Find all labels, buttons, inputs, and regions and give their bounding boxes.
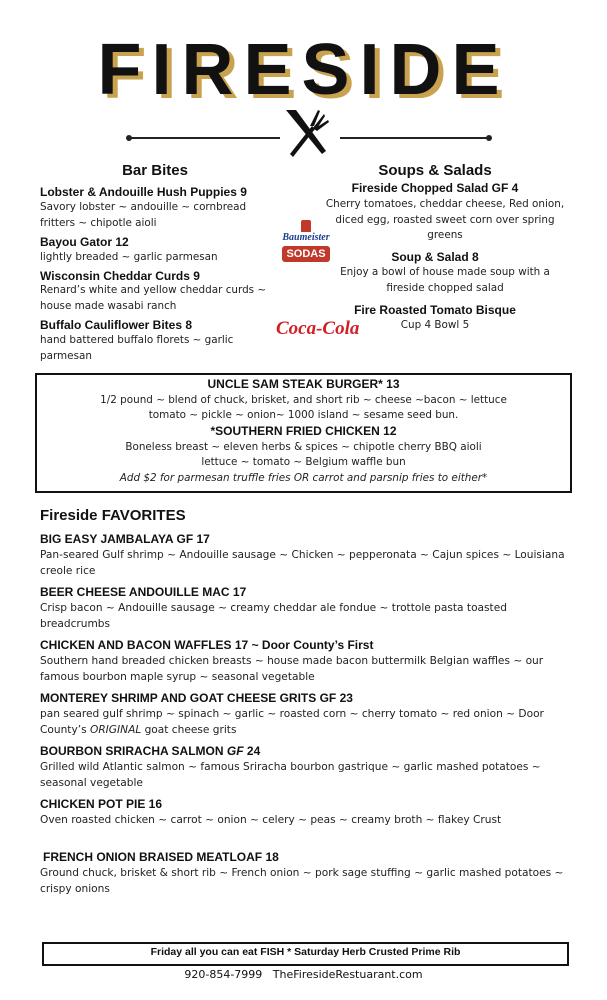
favorite-item-desc: Oven roasted chicken ~ carrot ~ onion ~ celery ~ peas ~ creamy broth ~ flakey Crust bbox=[40, 814, 502, 826]
favorite-item-desc: Pan-seared Gulf shrimp ~ Andouille sausage ~ Chicken ~ pepperonata ~ Cajun spices ~ Louisiana creole rice bbox=[40, 549, 565, 577]
favorites-title: Fireside FAVORITES bbox=[40, 507, 186, 524]
bar-item-desc: hand battered buffalo florets ~ garlic parmesan bbox=[40, 334, 234, 362]
chicken-desc-line1: Boneless breast ~ eleven herbs & spices ~ chipotle cherry BBQ aioli bbox=[125, 441, 482, 453]
favorite-item-title: BIG EASY JAMBALAYA GF 17 bbox=[40, 532, 210, 546]
soup-item-title: Fire Roasted Tomato Bisque bbox=[354, 303, 516, 317]
soup-item-title: Soup & Salad 8 bbox=[391, 250, 479, 264]
bar-item-desc: lightly breaded ~ garlic parmesan bbox=[40, 251, 218, 263]
header-divider-left bbox=[130, 137, 280, 139]
contact-info: 920-854-7999 TheFiresideRestuarant.com bbox=[184, 968, 423, 981]
fork-and-knife-icon bbox=[282, 106, 330, 158]
favorite-item-desc: pan seared gulf shrimp ~ spinach ~ garlic ~ roasted corn ~ cherry tomato ~ red onion ~ Door County’s ORIGINAL goat cheese grits bbox=[40, 708, 544, 736]
soups-salads-title: Soups & Salads bbox=[378, 162, 492, 179]
bar-item-title: Wisconsin Cheddar Curds 9 bbox=[40, 269, 200, 283]
bar-bites-title: Bar Bites bbox=[122, 162, 188, 179]
bar-item-title: Buffalo Cauliflower Bites 8 bbox=[40, 318, 193, 332]
burger-desc-line2: tomato ~ pickle ~ onion~ 1000 island ~ sesame seed bun. bbox=[148, 409, 459, 421]
favorite-item-desc: Crisp bacon ~ Andouille sausage ~ creamy cheddar ale fondue ~ trottole pasta toasted breadcrumbs bbox=[40, 602, 507, 630]
weekly-specials: Friday all you can eat FISH * Saturday Herb Crusted Prime Rib bbox=[150, 946, 461, 958]
baumeister-sodas-logo: Baumeister SODAS bbox=[276, 220, 336, 265]
header-divider-right-dot bbox=[486, 135, 492, 141]
favorite-item-title: MONTEREY SHRIMP AND GOAT CHEESE GRITS GF 23 bbox=[40, 691, 353, 705]
favorite-item-title: BOURBON SRIRACHA SALMON GF 24 bbox=[40, 744, 261, 758]
soup-item-desc: Cup 4 Bowl 5 bbox=[400, 319, 470, 331]
coca-cola-logo: Coca-Cola bbox=[276, 318, 360, 339]
favorite-item-desc: Southern hand breaded chicken breasts ~ house made bacon buttermilk Belgian waffles ~ our famous bourbon maple syrup ~ seasonal vegetable bbox=[40, 655, 544, 683]
restaurant-logo: FIRESIDE bbox=[97, 30, 510, 110]
favorite-item-title: FRENCH ONION BRAISED MEATLOAF 18 bbox=[43, 850, 279, 864]
bar-item-title: Lobster & Andouille Hush Puppies 9 bbox=[40, 185, 247, 199]
favorite-item-title: BEER CHEESE ANDOUILLE MAC 17 bbox=[40, 585, 247, 599]
bar-item-desc: Savory lobster ~ andouille ~ cornbread fritters ~ chipotle aioli bbox=[40, 201, 247, 229]
soup-item-desc: Cherry tomatoes, cheddar cheese, Red onion, diced egg, roasted sweet corn over spring greens bbox=[325, 198, 565, 241]
favorite-item-desc: Grilled wild Atlantic salmon ~ famous Sriracha bourbon gastrique ~ garlic mashed potatoes ~ seasonal vegetable bbox=[40, 761, 541, 789]
favorite-item-title: CHICKEN AND BACON WAFFLES 17 ~ Door County’s First bbox=[40, 638, 374, 652]
burger-title: UNCLE SAM STEAK BURGER* 13 bbox=[207, 377, 400, 391]
soup-item-title: Fireside Chopped Salad GF 4 bbox=[351, 181, 519, 195]
chicken-desc-line2: lettuce ~ tomato ~ Belgium waffle bun bbox=[201, 456, 406, 468]
favorite-item-desc: Ground chuck, brisket & short rib ~ French onion ~ pork sage stuffing ~ garlic mashed potatoes ~ crispy onions bbox=[40, 867, 564, 895]
bar-item-desc: Renard’s white and yellow cheddar curds ~ house made wasabi ranch bbox=[40, 284, 267, 312]
soup-item-desc: Enjoy a bowl of house made soup with a fireside chopped salad bbox=[340, 266, 550, 294]
chicken-title: *SOUTHERN FRIED CHICKEN 12 bbox=[210, 424, 397, 438]
bar-item-title: Bayou Gator 12 bbox=[40, 235, 129, 249]
burger-desc-line1: 1/2 pound ~ blend of chuck, brisket, and short rib ~ cheese ~bacon ~ lettuce bbox=[100, 394, 507, 406]
header-divider-right bbox=[340, 137, 488, 139]
header-divider-left-dot bbox=[126, 135, 132, 141]
addon-note: Add $2 for parmesan truffle fries OR carrot and parsnip fries to either* bbox=[119, 472, 488, 484]
favorite-item-title: CHICKEN POT PIE 16 bbox=[40, 797, 163, 811]
